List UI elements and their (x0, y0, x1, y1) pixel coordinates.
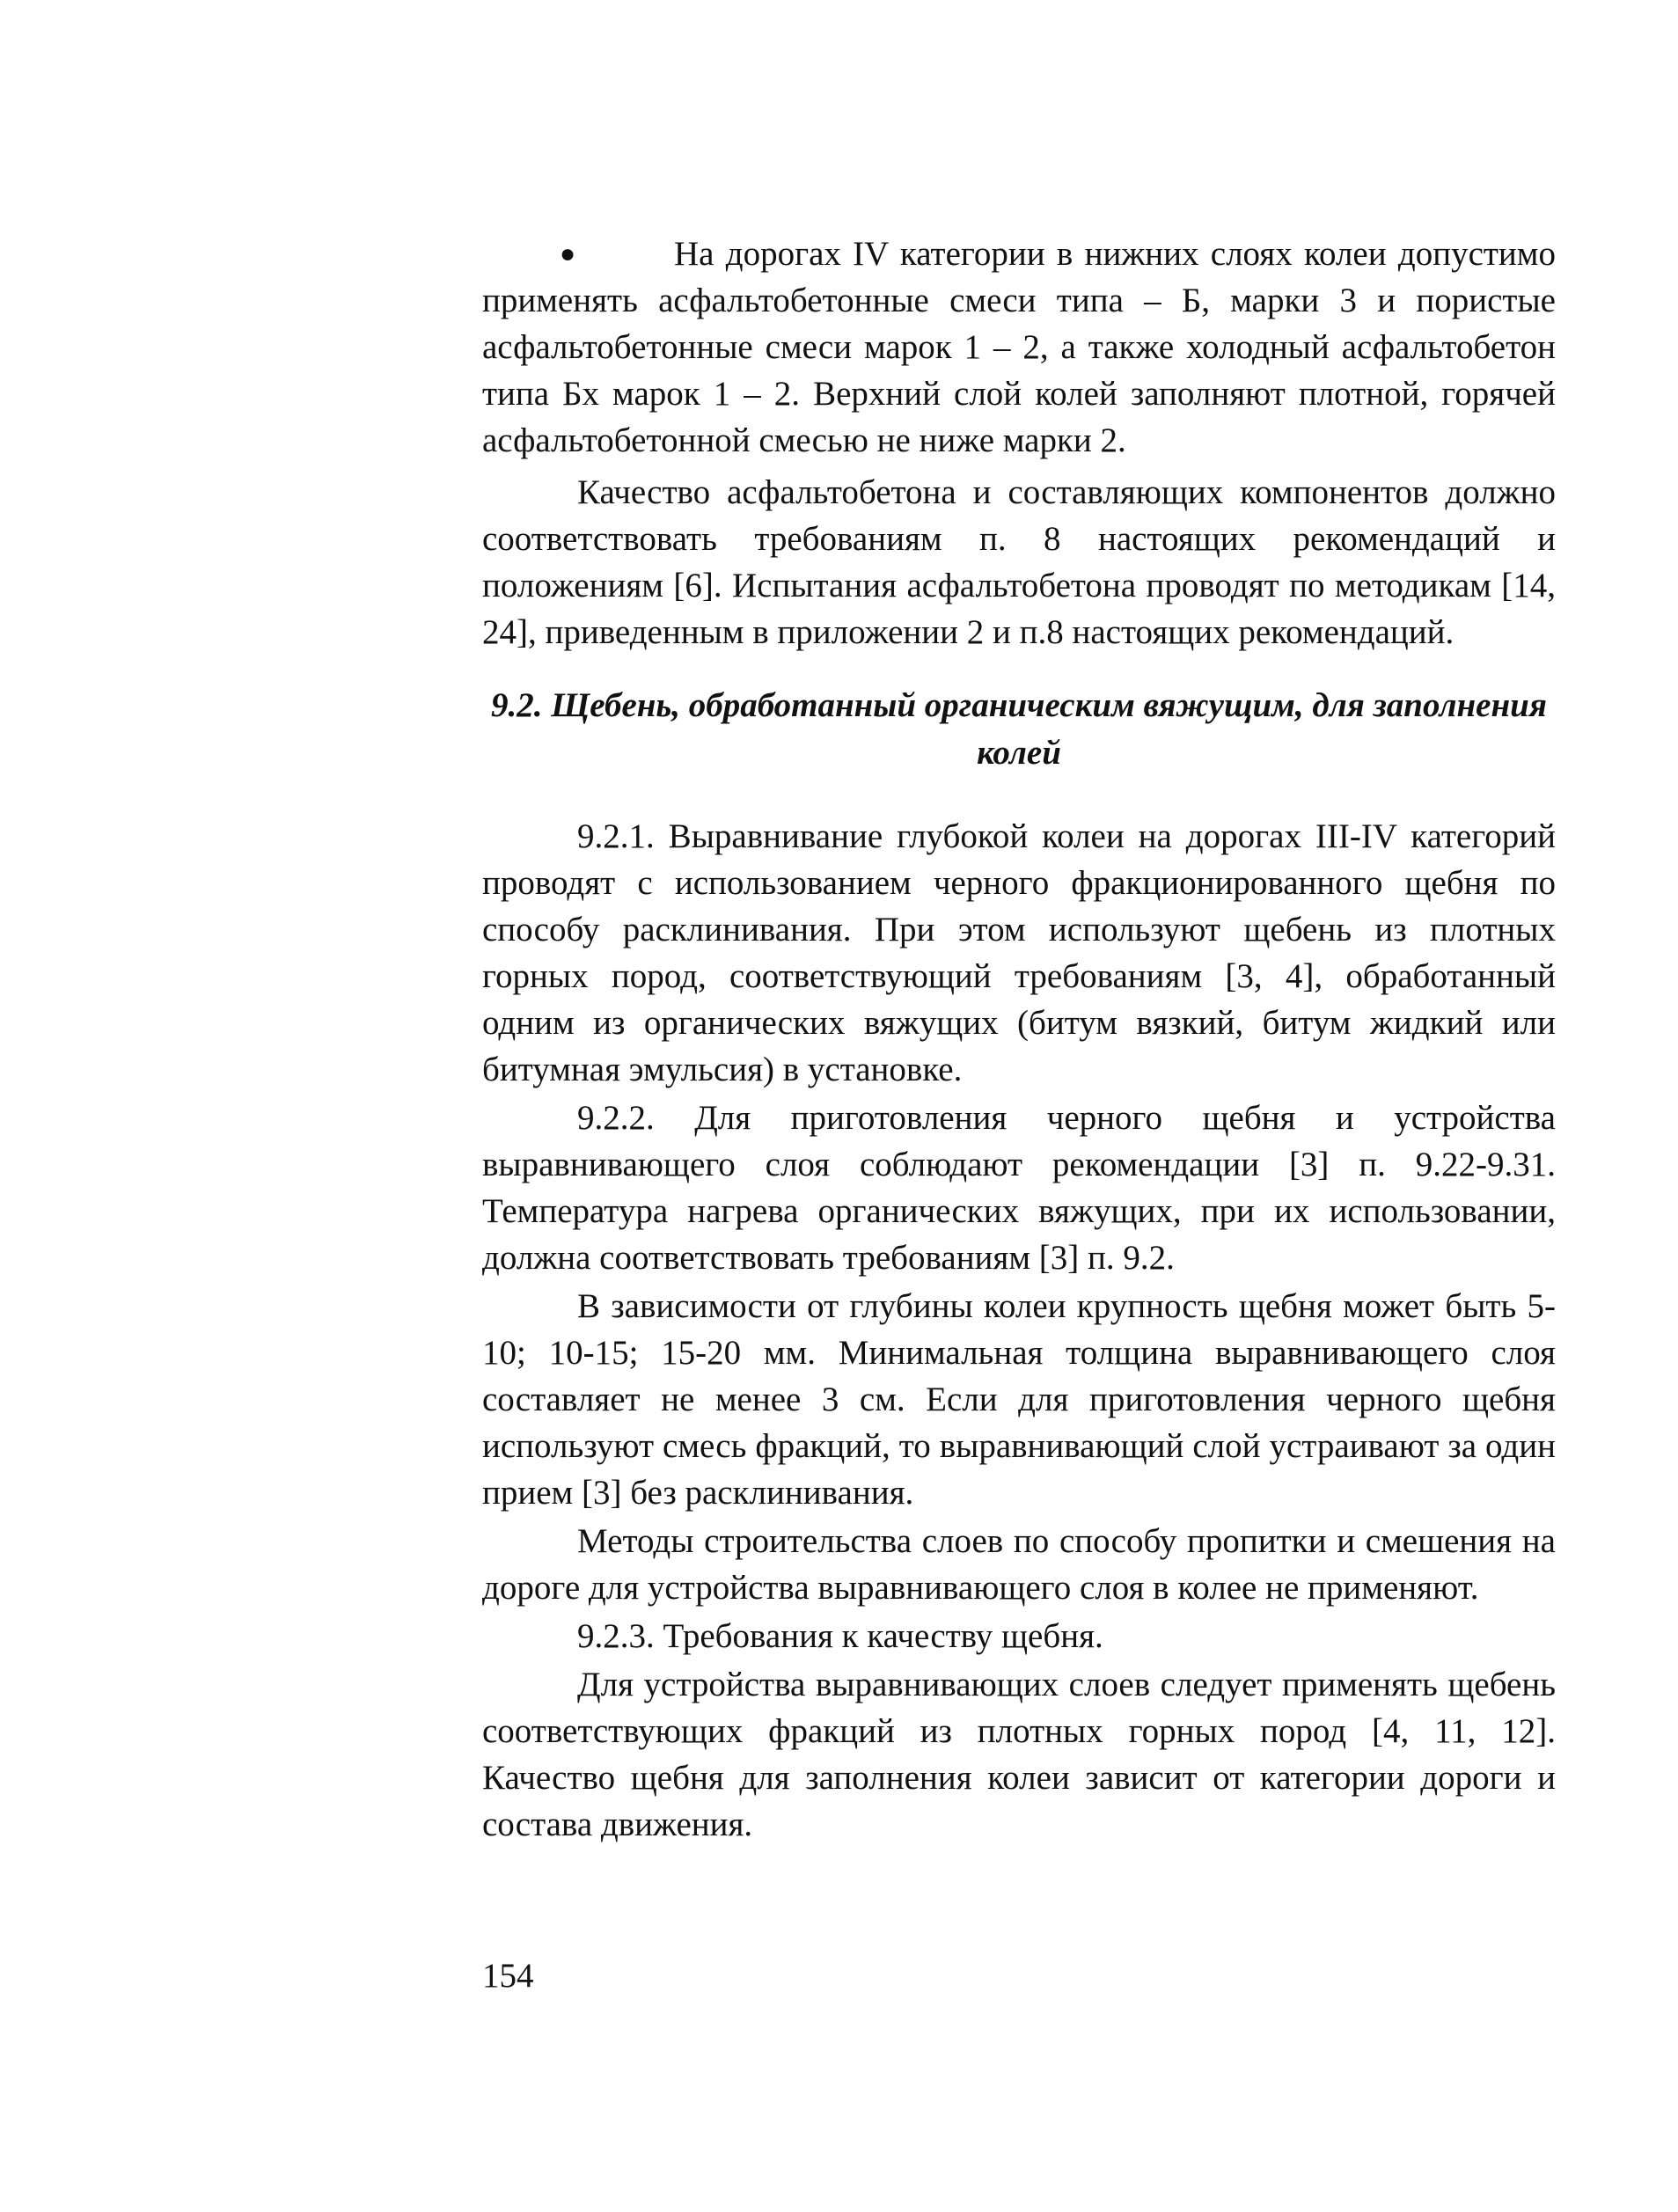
quality-paragraph: Качество асфальтобетона и составляющих компонентов должно соответствовать требованиям п. 8 настоящих рекомендаций и положениям [6]. Испытания асфальтобетона проводят по методикам [14, 24], приведенным в приложении 2 и п.8 настоящих рекомендаций. (482, 473, 1556, 651)
paragraph-fraction-size: В зависимости от глубины колеи крупность щебня может быть 5-10; 10-15; 15-20 мм. Минимальная толщина выравнивающего слоя составляет не менее 3 см. Если для приготовления черного щебня используют смесь фракций, то выравнивающий слой устраивают за один прием [3] без расклинивания. (482, 1287, 1556, 1512)
section-heading: 9.2. Щебень, обработанный органическим вяжущим, для заполнения колей (491, 686, 1547, 772)
bullet-icon: ● (560, 239, 576, 268)
paragraph-methods: Методы строительства слоев по способу пропитки и смешения на дороге для устройства выравнивающего слоя в колее не применяют. (482, 1522, 1556, 1607)
page-number: 154 (482, 1957, 534, 1995)
paragraph-9-2-2: 9.2.2. Для приготовления черного щебня и устройства выравнивающего слоя соблюдают рекомендации [3] п. 9.22-9.31. Температура нагрева органических вяжущих, при их использовании, должна соответствовать требованиям [3] п. 9.2. (482, 1099, 1556, 1277)
section-body (482, 813, 1556, 1848)
bullet-paragraph (482, 231, 1556, 464)
paragraph-9-2-3: 9.2.3. Требования к качеству щебня. (577, 1617, 1103, 1655)
paragraph-crushed-stone: Для устройства выравнивающих слоев следует применять щебень соответствующих фракций из плотных горных пород [4, 11, 12]. Качество щебня для заполнения колеи зависит от категории дороги и состава движения. (482, 1666, 1556, 1843)
bullet-paragraph-text: На дорогах IV категории в нижних слоях колеи допустимо применять асфальтобетонные смеси типа – Б, марки 3 и пористые асфальтобетонные смеси марок 1 – 2, а также холодный асфальтобетон типа Бх марок 1 – 2. Верхний слой колей заполняют плотной, горячей асфальтобетонной смесью не ниже марки 2. (482, 235, 1556, 459)
top-text-block (482, 231, 1556, 656)
paragraph-9-2-1: 9.2.1. Выравнивание глубокой колеи на дорогах III-IV категорий проводят с использованием черного фракционированного щебня по способу расклинивания. При этом используют щебень из плотных горных пород, соответствующий требованиям [3, 4], обработанный одним из органических вяжущих (битум вязкий, битум жидкий или битумная эмульсия) в установке. (482, 817, 1556, 1088)
